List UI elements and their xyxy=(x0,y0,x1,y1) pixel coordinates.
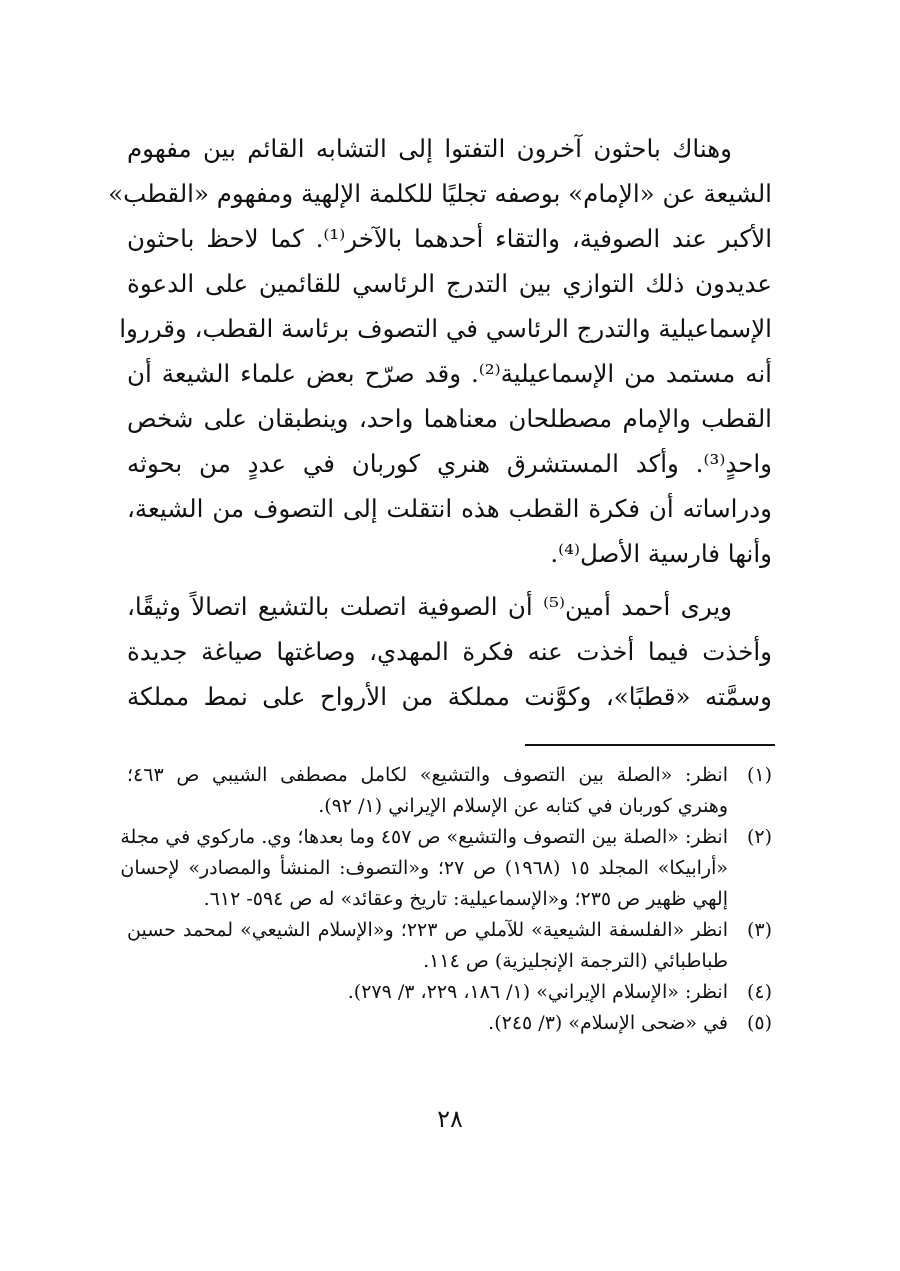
text-line: وأخذت فيما أخذت عنه فكرة المهدي، وصاغتها صياغة جديدة xyxy=(127,637,772,666)
text-line: الشيعة عن «الإمام» بوصفه تجليًا للكلمة الإلهية ومفهوم «القطب» xyxy=(108,179,772,208)
footnote-line: طباطبائي (الترجمة الإنجليزية) ص ١١٤. xyxy=(423,950,728,972)
footnote-5 xyxy=(127,1008,772,1039)
text-line: وهناك باحثون آخرون التفتوا إلى التشابه القائم بين مفهوم xyxy=(127,134,732,163)
footnote-line: وهنري كوربان في كتابه عن الإسلام الإيراني (١/ ٩٢). xyxy=(318,795,728,817)
footnote-number: (٢) xyxy=(746,826,772,848)
text-line: وأنها فارسية الأصل⁽⁴⁾. xyxy=(550,539,772,568)
text-line: أنه مستمد من الإسماعيلية⁽²⁾. وقد صرّح بعض علماء الشيعة أن xyxy=(127,359,772,388)
text-line: ويرى أحمد أمين⁽⁵⁾ أن الصوفية اتصلت بالتشيع اتصالاً وثيقًا، xyxy=(127,592,733,621)
footnote-number: (٥) xyxy=(746,1012,772,1034)
footnote-2 xyxy=(120,822,772,915)
footnote-line: انظر «الفلسفة الشيعية» للآملي ص ٢٢٣؛ و«الإسلام الشيعي» لمحمد حسين xyxy=(127,919,728,941)
footnote-separator xyxy=(525,744,775,746)
footnote-3 xyxy=(127,915,772,977)
text-line: الأكبر عند الصوفية، والتقاء أحدهما بالآخر⁽¹⁾. كما لاحظ باحثون xyxy=(127,224,772,253)
footnote-text xyxy=(127,915,728,977)
text-line: واحدٍ⁽³⁾. وأكد المستشرق هنري كوربان في عددٍ من بحوثه xyxy=(127,449,772,478)
footnote-line: انظر: «الصلة بين التصوف والتشيع» ص ٤٥٧ وما بعدها؛ وي. ماركوي في مجلة xyxy=(120,826,728,848)
page-number: ٢٨ xyxy=(437,1105,463,1133)
footnotes xyxy=(120,760,772,1039)
footnote-text xyxy=(127,1008,728,1039)
footnote-number: (١) xyxy=(746,764,772,786)
footnote-1 xyxy=(127,760,772,822)
paragraph-2 xyxy=(127,584,772,719)
text-line: القطب والإمام مصطلحان معناهما واحد، وينطبقان على شخص xyxy=(127,404,772,433)
text-line: عديدون ذلك التوازي بين التدرج الرئاسي للقائمين على الدعوة xyxy=(127,269,772,298)
paragraph-1 xyxy=(108,126,772,576)
footnote-number: (٣) xyxy=(746,919,772,941)
footnote-line: انظر: «الإسلام الإيراني» (١/ ١٨٦، ٢٢٩، ٣/ ٢٧٩). xyxy=(347,981,728,1003)
footnote-text xyxy=(120,822,728,915)
text-line: ودراساته أن فكرة القطب هذه انتقلت إلى التصوف من الشيعة، xyxy=(127,494,772,523)
footnote-line: «أرابيكا» المجلد ١٥ (١٩٦٨) ص ٢٧؛ و«التصوف: المنشأ والمصادر» لإحسان xyxy=(120,857,728,879)
footnote-line: في «ضحى الإسلام» (٣/ ٢٤٥). xyxy=(488,1012,728,1034)
text-line: وسمَّته «قطبًا»، وكوَّنت مملكة من الأرواح على نمط مملكة xyxy=(127,682,772,711)
footnote-text xyxy=(127,977,728,1008)
footnote-line: انظر: «الصلة بين التصوف والتشيع» لكامل مصطفى الشيبي ص ٤٦٣؛ xyxy=(127,764,728,786)
text-line: الإسماعيلية والتدرج الرئاسي في التصوف برئاسة القطب، وقرروا xyxy=(119,314,772,343)
footnote-line: إلهي ظهير ص ٢٣٥؛ و«الإسماعيلية: تاريخ وعقائد» له ص ٥٩٤- ٦١٢. xyxy=(203,888,728,910)
footnote-number: (٤) xyxy=(746,981,772,1003)
footnote-text xyxy=(127,760,728,822)
footnote-4 xyxy=(127,977,772,1008)
main-text xyxy=(108,126,772,719)
